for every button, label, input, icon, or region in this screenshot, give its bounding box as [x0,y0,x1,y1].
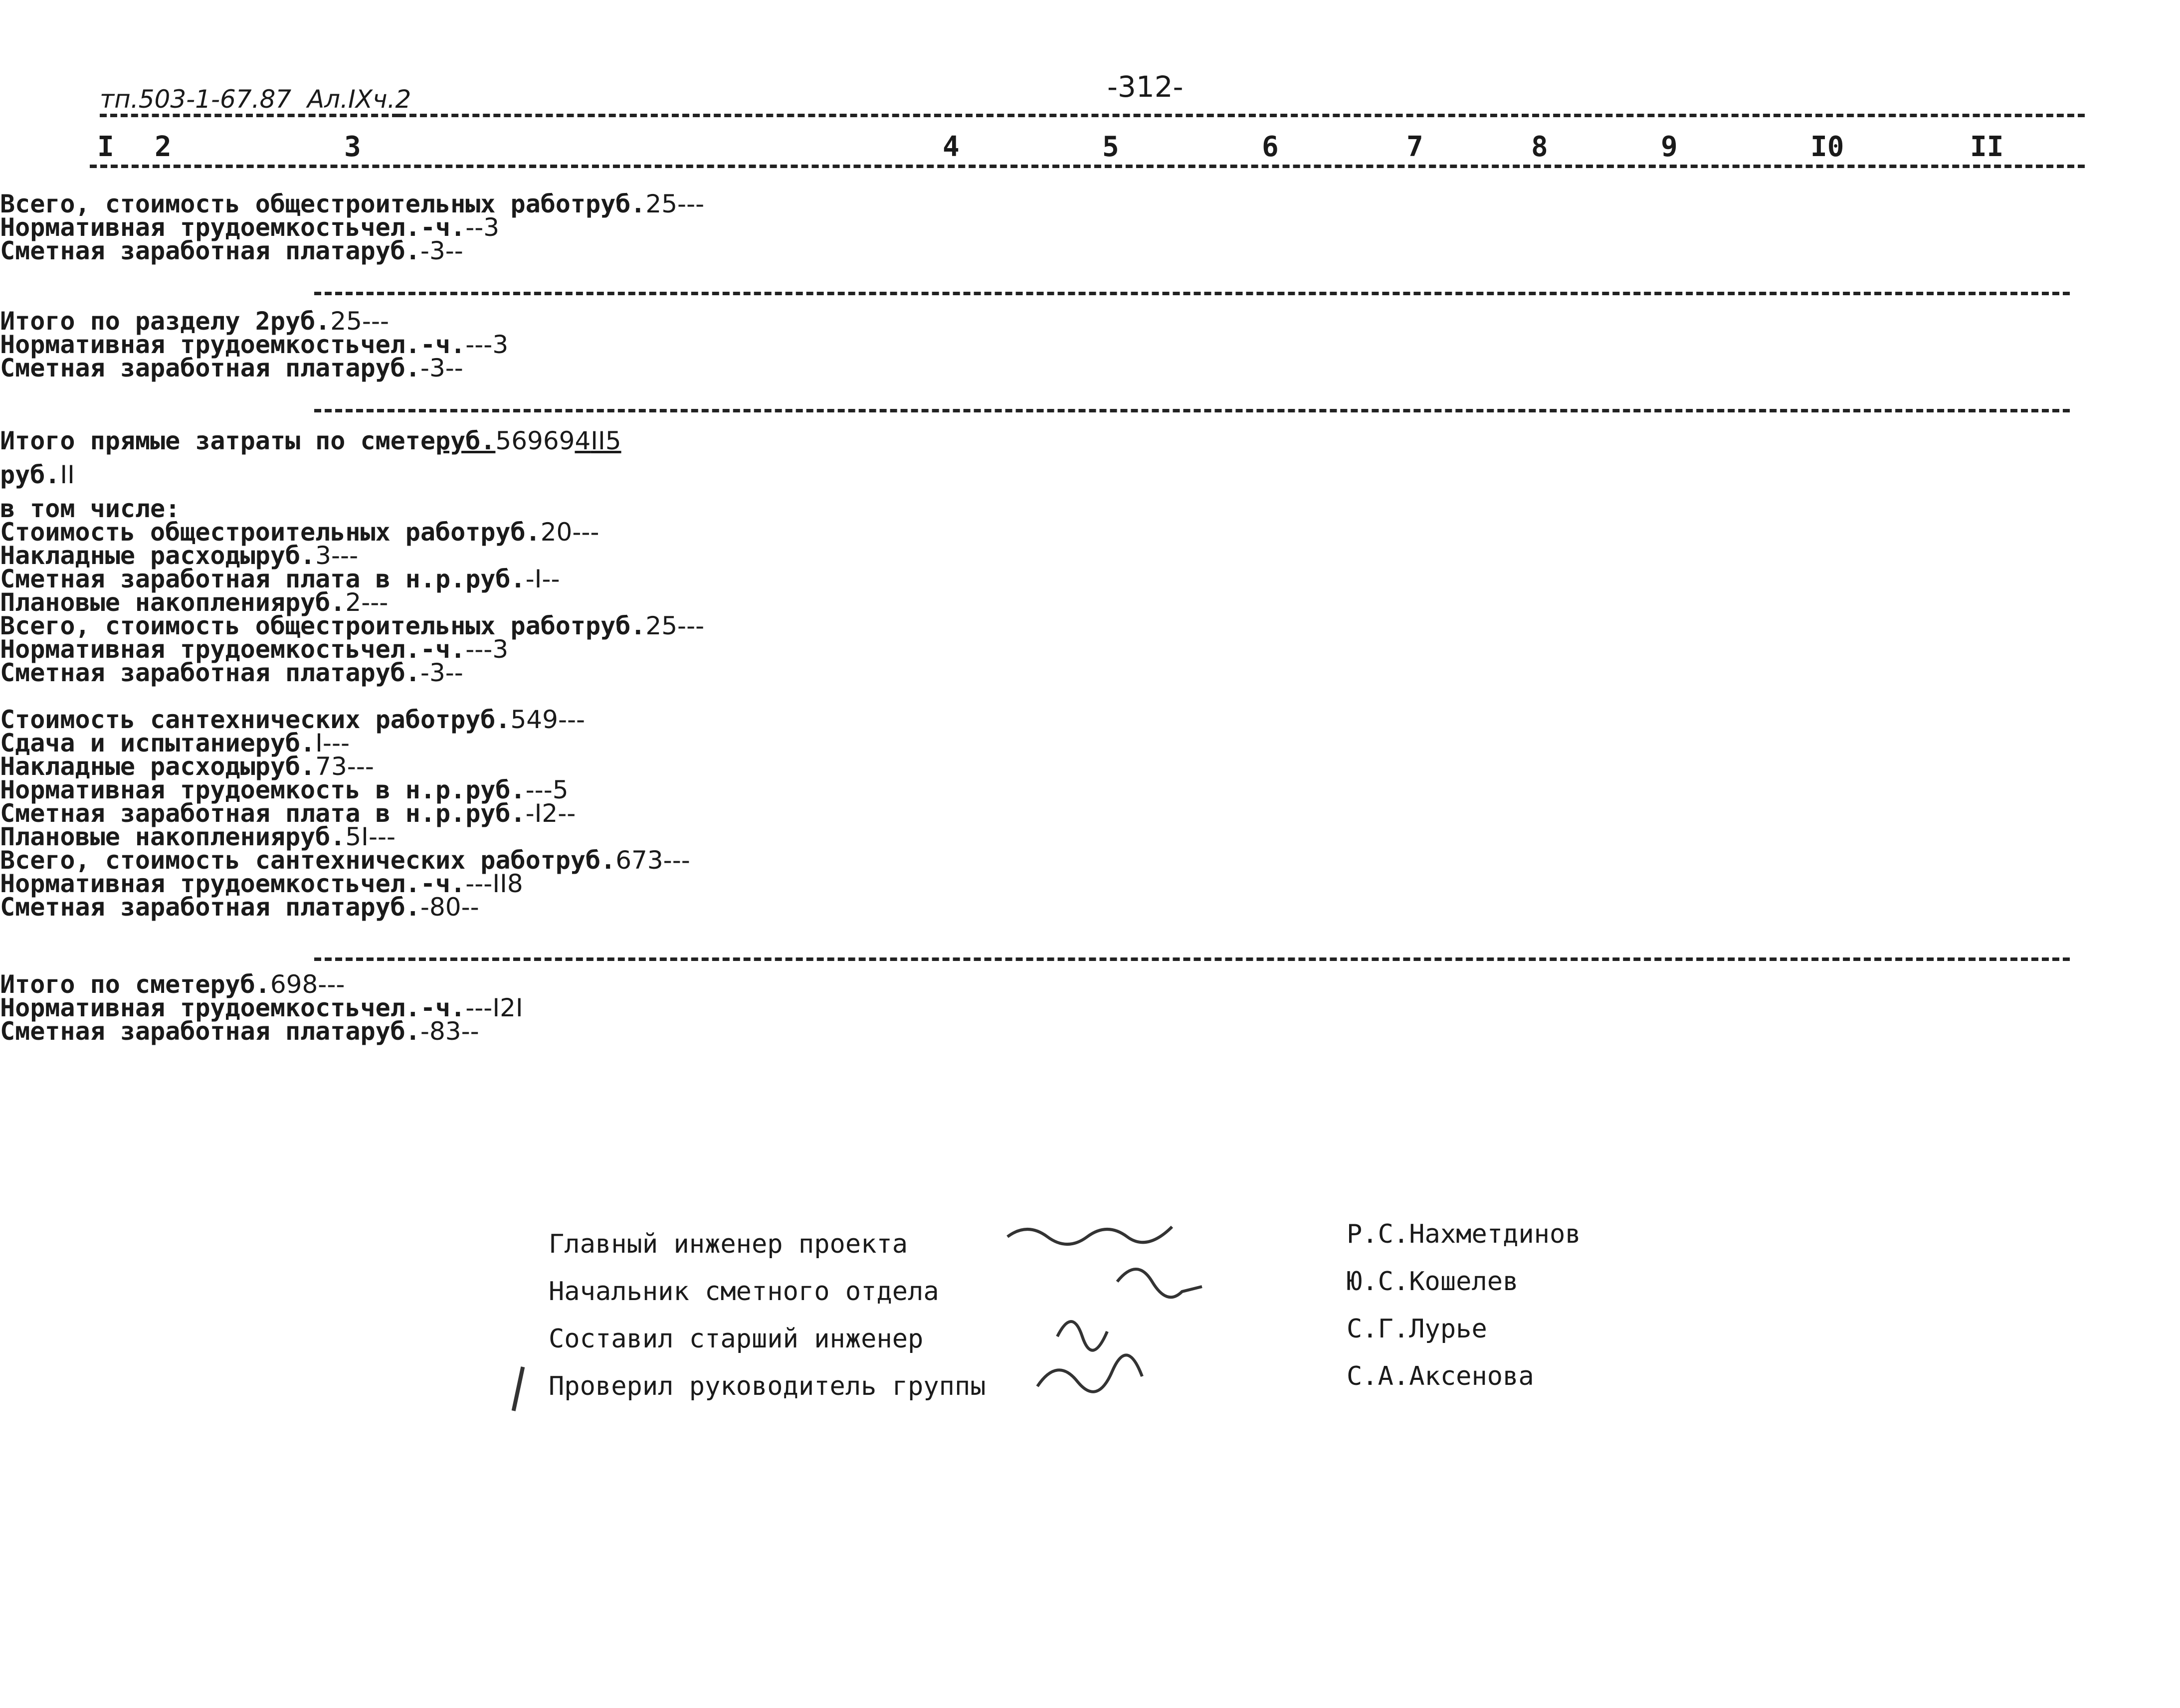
table-row [0,635,2180,664]
table-row [0,588,2180,617]
column-number: 7 [1406,131,1423,163]
cell-col8: - [677,190,687,218]
cell-col7: - [465,635,475,664]
row-unit: руб. [480,518,541,547]
row-unit: руб. [450,705,511,734]
cell-col9: - [483,993,493,1022]
row-label: Сметная заработная плата в н.р. [0,799,466,828]
row-unit: руб. [360,658,420,687]
cell-col9: - [483,635,493,664]
row-unit: чел.-ч. [360,330,466,359]
cell-col9: - [567,705,577,734]
column-number: 6 [1262,131,1279,163]
row-unit: руб. [465,775,526,804]
table-row [0,684,2180,708]
cell-col11: I2I [492,993,523,1022]
row-label: Нормативная трудоемкость [0,213,361,242]
cell-col8: - [558,705,567,734]
cell-col9: 4 [575,426,591,455]
cell-col9: - [445,354,454,382]
row-unit: руб. [270,307,331,336]
cell-col8: 3 [429,354,445,382]
table-row [0,893,2180,922]
row-label: Стоимость сантехнических работ [0,705,451,734]
cell-col9: - [356,752,365,781]
row-label: Всего, стоимость сантехнических работ [0,846,556,875]
row-label: Сметная заработная плата [0,658,361,687]
cell-col8: - [368,822,378,851]
row-unit: руб. [586,611,646,640]
table-row [0,705,2180,734]
row-label: Всего, стоимость общестроительных работ [0,611,586,640]
cell-col8: - [677,611,687,640]
cell-col7: 5I [345,822,369,851]
cell-col9: - [445,658,454,687]
cell-col11: II8 [492,869,523,898]
signature-name: С.А.Аксенова [1347,1361,1534,1391]
column-number: 4 [943,131,960,163]
row-label: Сметная заработная плата [0,893,361,922]
cell-col7: - [465,993,475,1022]
cell-col11: - [470,893,479,922]
cell-col8: - [361,588,371,617]
row-label: Плановые накопления [0,588,285,617]
cell-col9: - [558,799,567,828]
row-unit: чел.-ч. [360,635,466,664]
column-number: 5 [1102,131,1119,163]
cell-col9: - [686,611,696,640]
table-row [0,192,2180,216]
row-label: Нормативная трудоемкость [0,869,361,898]
cell-col11: - [681,846,690,875]
cell-col9: - [340,541,350,570]
section-divider [314,957,2070,961]
cell-col8: - [318,970,327,999]
cell-col7: - [465,869,475,898]
table-row [0,567,2180,591]
cell-col7: 20 [540,518,573,547]
cell-col11: - [454,236,463,265]
cell-col9: - [686,190,696,218]
cell-col8: - [474,993,484,1022]
row-label: Накладные расходы [0,752,255,781]
row-label: Сметная заработная плата [0,236,361,265]
cell-col7: - [420,1017,429,1046]
cell-col7: - [525,775,535,804]
row-unit: руб. [255,729,316,758]
cell-col7: 3 [315,541,331,570]
column-number: I [97,131,114,163]
cell-col7: I [315,729,323,758]
row-label: Сдача и испытание [0,729,255,758]
margin-mark [512,1366,525,1411]
row-unit: чел.-ч. [360,213,466,242]
table-row [0,869,2180,898]
cell-col11: - [695,611,705,640]
cell-col8: - [663,846,672,875]
cell-col8: - [474,635,484,664]
row-label: Сметная заработная плата в н.р. [0,565,466,593]
cell-col9: - [474,213,484,242]
cell-col11: - [380,307,390,336]
cell-col9: - [461,1017,470,1046]
cell-col8: - [474,869,484,898]
cell-col11: 3 [492,635,509,664]
row-label: в том числе: [0,494,181,523]
row-unit: руб. [555,846,616,875]
cell-col11: - [454,658,463,687]
cell-col9: - [483,330,493,359]
section-divider [314,409,2070,412]
table-row [0,426,2180,455]
cell-col9: - [581,518,591,547]
cell-col11: - [387,822,396,851]
signature-name: Ю.С.Кошелев [1347,1267,1519,1297]
table-row [0,846,2180,875]
table-row [0,993,2180,1022]
cell-col9: - [542,565,551,593]
row-unit: руб. [285,588,346,617]
cell-col11: 3 [492,330,509,359]
row-label: Итого по разделу 2 [0,307,270,336]
cell-col8: 69 [543,426,575,455]
signature-name: С.Г.Лурье [1347,1314,1487,1344]
cell-col11: - [341,729,350,758]
cell-col11: I [67,460,75,489]
column-number-rule [90,165,2085,168]
table-row [0,213,2180,242]
cell-col7: - [465,330,475,359]
row-unit: руб. [586,190,646,218]
row-unit: руб. [465,799,526,828]
signature-role: Составил старший инженер [549,1324,924,1354]
cell-col7: 25 [645,190,678,218]
row-label: Итого прямые затраты по смете [0,426,435,455]
cell-col7: 673 [615,846,663,875]
cell-col9: - [327,970,336,999]
column-number: II [1970,131,2004,163]
document-reference: тп.503-1-67.87 Ал.IXч.2 [100,85,411,114]
table-row [0,822,2180,851]
table-row [0,307,2180,336]
cell-col9: - [370,588,380,617]
table-row [0,460,2180,489]
row-unit: руб. [360,236,420,265]
cell-col11: - [590,518,599,547]
cell-col7: - [420,658,429,687]
row-unit: руб. [210,970,270,999]
cell-col9: - [483,869,493,898]
column-number: 8 [1531,131,1548,163]
signature-role: Начальник сметного отдела [549,1277,939,1307]
row-unit: руб. [360,893,420,922]
column-number: 2 [155,131,172,163]
cell-col11: - [379,588,389,617]
cell-col7: - [420,354,429,382]
table-row [0,1017,2180,1046]
row-unit: руб. [360,354,420,382]
cell-col8: - [322,729,332,758]
cell-col11: - [576,705,586,734]
cell-col8: 80 [429,893,461,922]
row-label: Сметная заработная плата [0,1017,361,1046]
cell-col8: 3 [429,236,445,265]
row-unit: чел.-ч. [360,869,466,898]
column-number: I0 [1810,131,1844,163]
table-row [0,729,2180,758]
table-row [0,752,2180,781]
cell-col11: 3 [483,213,500,242]
cell-col8: - [534,775,544,804]
row-label: Нормативная трудоемкость [0,330,361,359]
doc-ref-underline [100,114,399,117]
row-unit: руб. [255,541,316,570]
cell-col11: 5 [552,775,569,804]
row-label: Сметная заработная плата [0,354,361,382]
table-row [0,658,2180,687]
cell-col8: I2 [534,799,558,828]
row-unit: руб. [285,822,346,851]
cell-col8: - [465,213,475,242]
signature-name: Р.С.Нахметдинов [1347,1219,1581,1249]
row-unit: руб. [465,565,526,593]
cell-col7: - [420,893,429,922]
row-unit: руб. [360,1017,420,1046]
row-label: Стоимость общестроительных работ [0,518,481,547]
cell-col9: - [377,822,387,851]
handwritten-signatures [997,1207,1217,1396]
row-label: Нормативная трудоемкость [0,635,361,664]
cell-col7: - [525,799,535,828]
cell-col9: - [543,775,553,804]
cell-col8: - [474,330,484,359]
cell-col7: 25 [645,611,678,640]
row-unit: руб. [435,426,496,455]
row-label: Всего, стоимость общестроительных работ [0,190,586,218]
cell-col11: - [454,354,463,382]
table-row [0,494,2180,523]
cell-col7: - [525,565,535,593]
table-row [0,541,2180,570]
cell-col11: - [551,565,560,593]
page-number: -312- [1107,70,1184,104]
column-number: 3 [344,131,361,163]
cell-col8: I [534,565,542,593]
section-divider [314,292,2070,295]
table-row [0,518,2180,547]
cell-col11: - [349,541,359,570]
row-unit: чел.-ч. [360,993,466,1022]
cell-col9: I [60,460,68,489]
table-row [0,611,2180,640]
cell-col9: - [461,893,470,922]
cell-col11: II5 [591,426,621,455]
cell-col7: 25 [330,307,362,336]
cell-col7: 73 [315,752,347,781]
row-label: Итого по смете [0,970,210,999]
cell-col11: - [567,799,576,828]
cell-col8: - [572,518,582,547]
header-rule [399,114,2085,117]
cell-col7: 569 [495,426,543,455]
cell-col9: - [371,307,380,336]
row-unit: руб. [0,460,60,489]
table-row [0,356,2180,380]
table-row [0,799,2180,828]
cell-col8: 83 [429,1017,461,1046]
cell-col11: - [470,1017,479,1046]
cell-col7: 698 [270,970,318,999]
cell-col9: - [672,846,681,875]
cell-col7: 549 [510,705,558,734]
signature-role: Главный инженер проекта [549,1229,908,1259]
row-label: Плановые накопления [0,822,285,851]
table-row [0,775,2180,804]
cell-col11: - [695,190,705,218]
cell-col8: - [347,752,356,781]
table-row [0,970,2180,999]
cell-col8: - [362,307,371,336]
cell-col11: - [365,752,374,781]
row-label: Нормативная трудоемкость [0,993,361,1022]
cell-col8: 3 [429,658,445,687]
row-label: Накладные расходы [0,541,255,570]
cell-col11: - [336,970,345,999]
column-number: 9 [1661,131,1678,163]
table-row [0,330,2180,359]
signature-role: Проверил руководитель группы [549,1371,986,1401]
row-unit: руб. [255,752,316,781]
cell-col9: - [445,236,454,265]
row-label: Нормативная трудоемкость в н.р. [0,775,466,804]
cell-col9: - [331,729,341,758]
cell-col7: - [420,236,429,265]
cell-col7: 2 [345,588,362,617]
table-row [0,236,2180,265]
cell-col8: - [331,541,341,570]
